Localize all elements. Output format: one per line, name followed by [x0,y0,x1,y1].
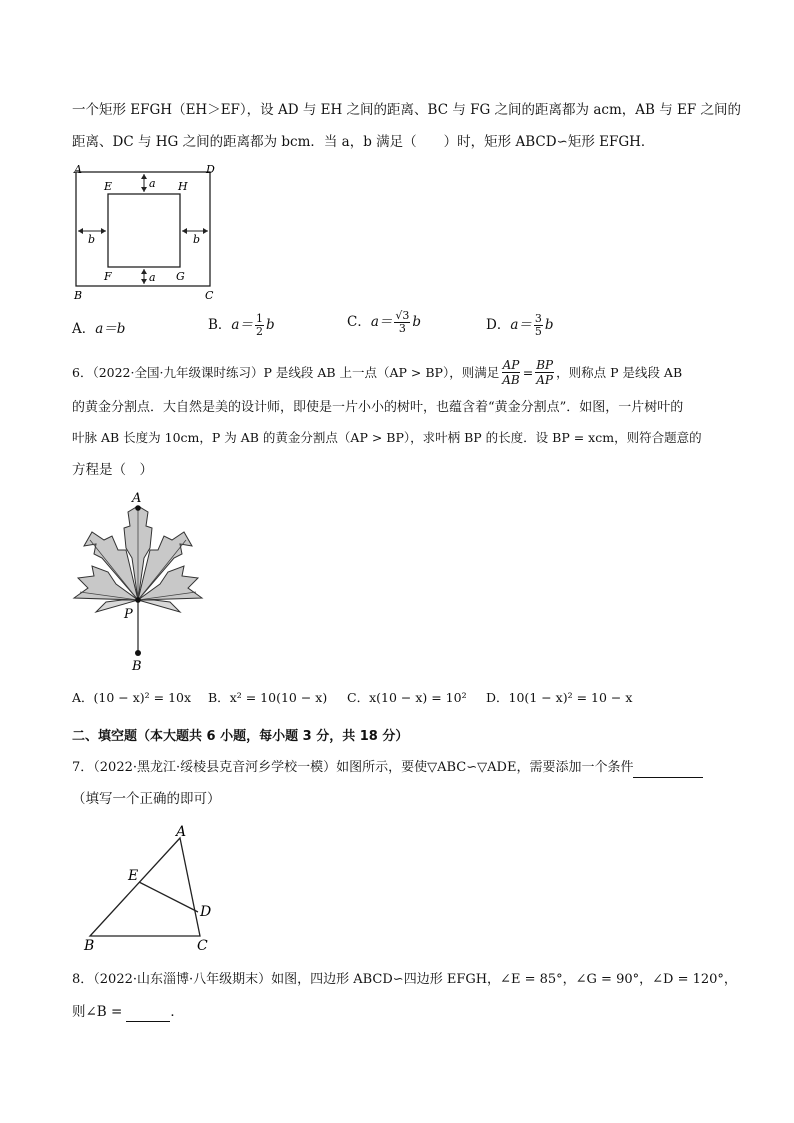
label-d: D [200,904,212,920]
triangle-abc [90,838,200,936]
q8-text: 则∠B = [72,1004,123,1020]
label-g: G [176,270,185,283]
q6-fraction-ap-ab: $\frac{AP}{AB}$ [502,357,520,387]
label-c-corner: C [205,289,214,302]
label-a: A [176,824,187,840]
option-text: x² = 10(10 − x) [229,690,328,705]
option-text: b [265,317,275,333]
segment-ed [139,882,198,912]
q5-option-b [208,313,275,338]
option-letter: A． [72,321,96,337]
option-text: a＝ [510,317,532,333]
label-e: E [104,180,113,193]
q6-equals: = [522,364,534,380]
q6-line2: 的黄金分割点．大自然是美的设计师，即使是一片小小的树叶，也蕴含着“黄金分割点”．如图，一片树叶的 [72,400,684,415]
q5-option-d [486,313,554,338]
label-a: A [132,491,142,506]
q6-option-d [486,688,632,708]
point-p [135,597,141,603]
point-a [135,505,141,511]
label-f: F [104,270,112,283]
label-b-left: b [88,233,96,246]
option-letter: D． [486,317,511,333]
label-p: P [124,607,133,622]
section-heading-fill-in: 二、填空题（本大题共 6 小题，每小题 3 分，共 18 分） [72,729,409,744]
q7-text: 7．（2022·黑龙江·绥棱县克音河乡学校一模）如图所示，要使▽ABC∽▽ADE，需要添加一个条件 [72,760,634,775]
option-text: b [544,317,554,333]
q5-text-line2: 距离、DC 与 HG 之间的距离都为 bcm．当 a，b 满足（ ）时，矩形 ABCD∽矩形 EFGH． [72,134,655,150]
option-letter: B． [208,690,230,705]
q6-option-a [72,688,191,708]
option-letter: C． [347,314,371,330]
option-letter: C． [347,690,370,705]
label-a-bottom: a [149,271,156,284]
label-h: H [178,180,188,193]
option-letter: A． [72,690,94,705]
label-e: E [128,868,139,884]
q6-text: ，则称点 P 是线段 AB [556,365,683,380]
q6-line1 [72,352,682,392]
label-b: B [84,938,95,954]
q6-fraction-bp-ap: $\frac{BP}{AP}$ [536,357,554,387]
option-text: (10 − x)² = 10x [93,690,192,705]
q5-option-c [347,310,421,335]
option-letter: B． [208,317,232,333]
label-b-corner: B [74,289,83,302]
q6-option-b [208,688,327,708]
option-text: a＝b [95,321,126,337]
label-a-corner: A [74,163,82,176]
option-text: a＝ [231,317,253,333]
option-fraction: $\frac{√3}{3}$ [395,309,410,335]
q7-triangle-figure [80,820,230,955]
q8-line2 [72,1002,184,1022]
option-fraction: $\frac{1}{2}$ [255,312,263,338]
q6-maple-leaf-figure [66,488,211,673]
leaf-bottom-right-lobe [138,600,180,612]
option-fraction: $\frac{3}{5}$ [534,312,542,338]
q7-answer-blank[interactable] [633,761,703,778]
q5-rectangle-figure [66,160,226,305]
label-c: C [197,938,208,954]
q6-line3: 叶脉 AB 长度为 10cm，P 为 AB 的黄金分割点（AP > BP），求叶柄 BP 的长度．设 BP = xcm，则符合题意的 [72,430,702,445]
label-b: B [132,659,142,673]
q8-answer-blank[interactable] [126,1005,170,1022]
q5-option-a [72,318,125,340]
label-a-top: a [149,177,156,190]
label-b-right: b [193,233,201,246]
q8-text-end: ． [170,1004,184,1020]
q7-line1 [72,758,703,778]
label-d-corner: D [206,163,215,176]
option-text: 10(1 − x)² = 10 − x [508,690,633,705]
q8-line1: 8．（2022·山东淄博·八年级期末）如图，四边形 ABCD∽四边形 EFGH，∠E = 85°，∠G = 90°，∠D = 120°， [72,972,737,987]
q6-text: 6．（2022·全国·九年级课时练习）P 是线段 AB 上一点（AP > BP），则满足 [72,365,500,380]
option-text: x(10 − x) = 10² [369,690,467,705]
rect-efgh [108,194,180,267]
option-text: b [412,314,422,330]
option-letter: D． [486,690,509,705]
q6-line4: 方程是（ ） [72,462,153,478]
q6-option-c [347,688,467,708]
q5-text-line1: 一个矩形 EFGH（EH＞EF），设 AD 与 EH 之间的距离、BC 与 FG 之间的距离都为 acm，AB 与 EF 之间的 [72,102,742,118]
point-b [135,650,141,656]
option-text: a＝ [370,314,393,330]
q7-line2: （填写一个正确的即可） [72,791,221,807]
